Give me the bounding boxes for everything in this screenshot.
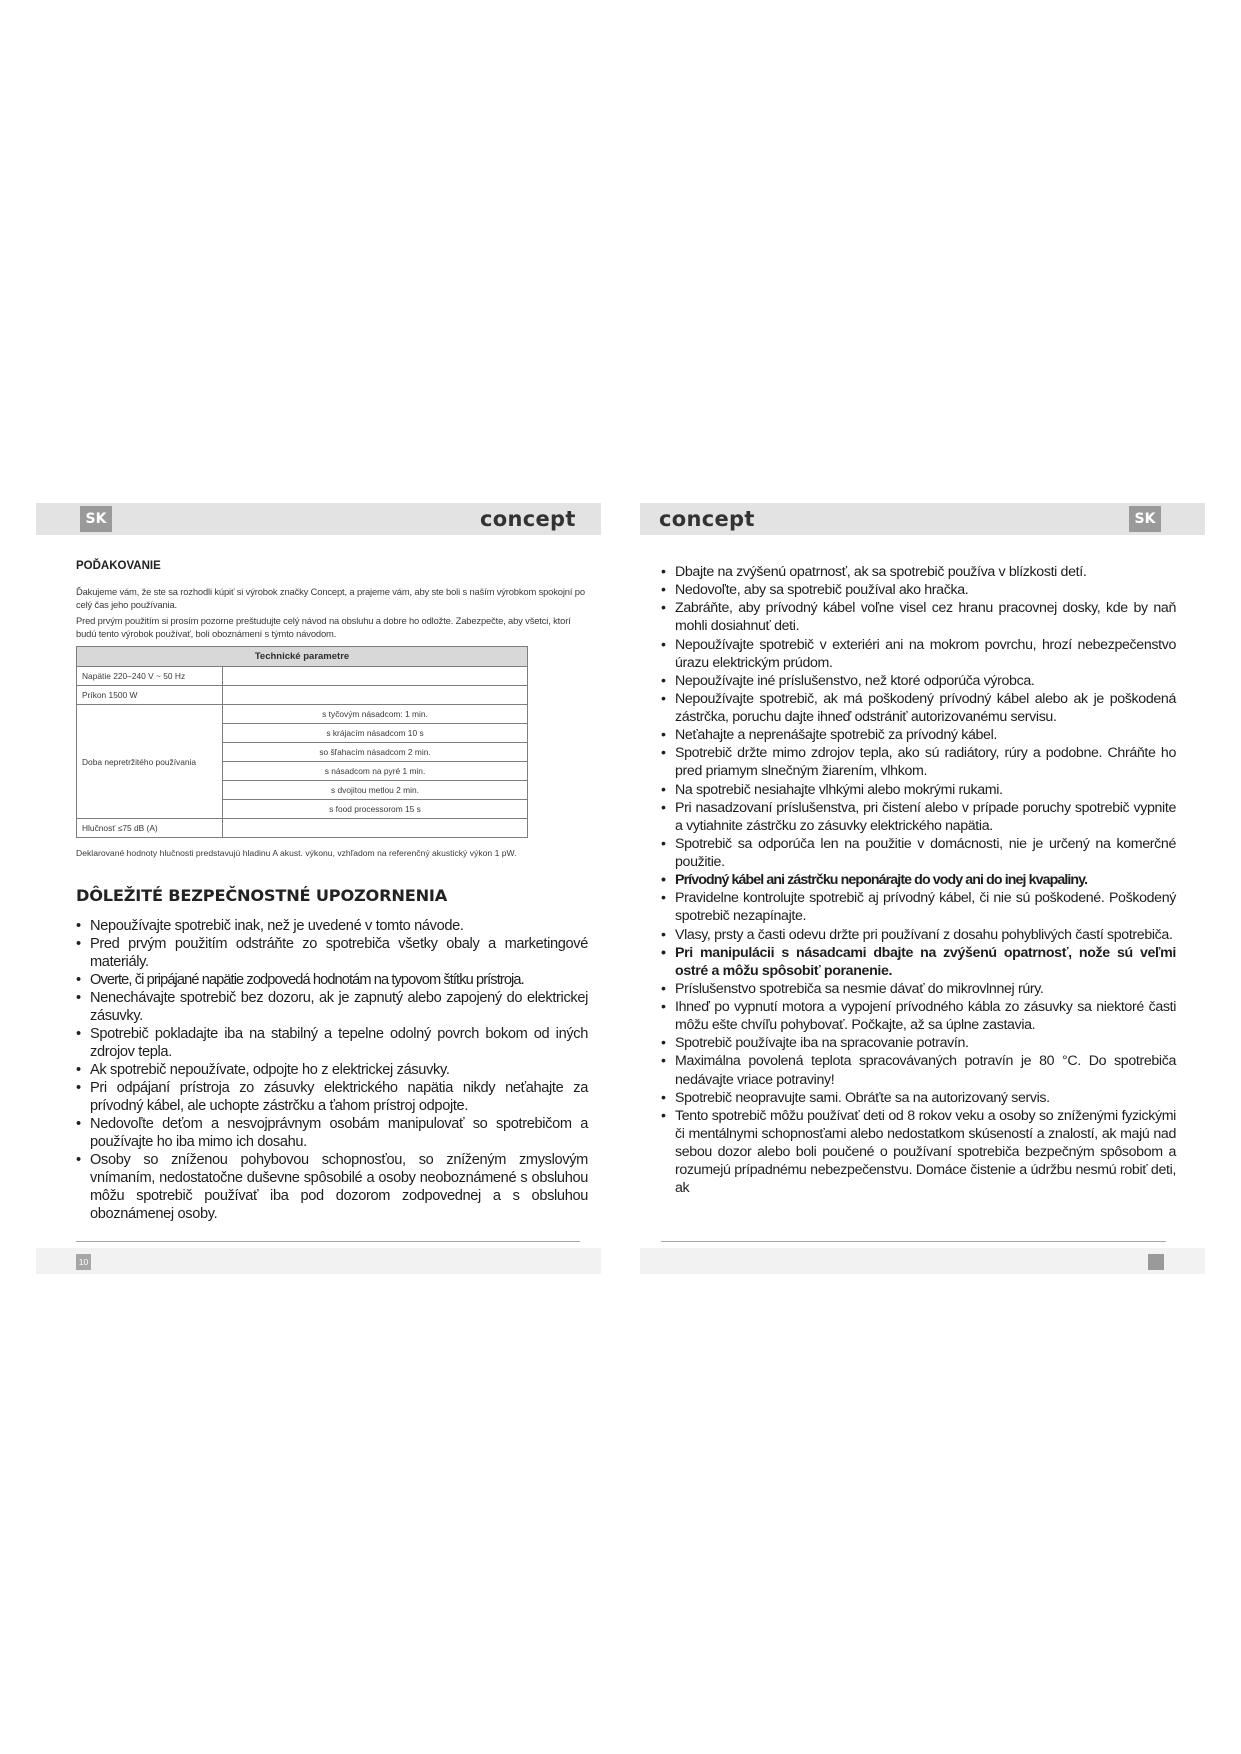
duration-value: s tyčovým násadcom: 1 min. <box>223 705 528 724</box>
power-cell: Príkon 1500 W <box>77 686 223 705</box>
list-item: • Dbajte na zvýšenú opatrnosť, ak sa spotrebič používa v blízkosti detí. <box>661 563 1176 581</box>
table-row <box>77 819 528 838</box>
list-item: • Nepoužívajte iné príslušenstvo, než ktoré odporúča výrobca. <box>661 672 1176 690</box>
list-item: • Osoby so zníženou pohybovou schopnosťou, so zníženým zmyslovým vnímaním, nedostatočne duševne spôsobilé a osoby neoboznámené s obsluhou môžu spotrebič používať iba pod dozorom zodpovednej a s obsluhou oboznámenej osoby. <box>76 1151 588 1223</box>
list-item: • Vlasy, prsty a časti odevu držte pri používaní z dosahu pohyblivých častí spotrebiča. <box>661 926 1176 944</box>
list-item: • Nepoužívajte spotrebič, ak má poškodený prívodný kábel alebo ak je poškodená zástrčka, poruchu dajte ihneď odstrániť autorizovanému servisu. <box>661 690 1176 726</box>
list-item: • Pri manipulácii s násadcami dbajte na zvýšenú opatrnosť, nože sú veľmi ostré a môžu spôsobiť poranenie. <box>661 944 1176 980</box>
duration-value: s food processorom 15 s <box>223 800 528 819</box>
table-row <box>77 686 528 705</box>
language-badge-left: SK <box>80 506 112 532</box>
instructions-paragraph: Pred prvým použitím si prosím pozorne preštudujte celý návod na obsluhu a dobre ho odložte. Zabezpečte, aby všetci, ktorí budú tento výrobok používať, boli oboznámení s týmto návodom. <box>76 615 571 639</box>
table-row <box>77 667 528 686</box>
safety-list-right <box>661 563 1176 1197</box>
page-marker <box>1148 1254 1164 1270</box>
concept-logo-left: concept <box>480 507 576 531</box>
intro-section <box>76 560 591 644</box>
safety-list-left <box>76 917 588 1223</box>
noise-note: Deklarované hodnoty hlučnosti predstavujú hladinu A akust. výkonu, vzhľadom na referenčný akustický výkon 1 pW. <box>76 848 517 858</box>
list-item: • Nenechávajte spotrebič bez dozoru, ak je zapnutý alebo zapojený do elektrickej zásuvky. <box>76 989 588 1025</box>
list-item: • Ihneď po vypnutí motora a vypojení prívodného kábla zo zásuvky sa niektoré časti môžu ešte chvíľu pohybovať. Počkajte, až sa úplne zastavia. <box>661 998 1176 1034</box>
list-item: • Príslušenstvo spotrebiča sa nesmie dávať do mikrovlnnej rúry. <box>661 980 1176 998</box>
list-item: • Na spotrebič nesiahajte vlhkými alebo mokrými rukami. <box>661 781 1176 799</box>
list-item: • Maximálna povolená teplota spracovávaných potravín je 80 °C. Do spotrebiča nedávajte vriace potraviny! <box>661 1052 1176 1088</box>
duration-value: s krájacím násadcom 10 s <box>223 724 528 743</box>
list-item: • Spotrebič sa odporúča len na použitie v domácnosti, nie je určený na komerčné použitie. <box>661 835 1176 871</box>
footer-divider-right <box>661 1241 1166 1242</box>
list-item: • Zabráňte, aby prívodný kábel voľne visel cez hranu pracovnej dosky, kde by naň mohli dosiahnuť deti. <box>661 599 1176 635</box>
list-item: • Nepoužívajte spotrebič inak, než je uvedené v tomto návode. <box>76 917 588 935</box>
list-item: • Nedovoľte deťom a nesvojprávnym osobám manipulovať so spotrebičom a používajte ho iba mimo ich dosahu. <box>76 1115 588 1151</box>
duration-label-cell: Doba nepretržitého používania <box>77 705 223 819</box>
technical-parameters-table <box>76 646 528 838</box>
list-item: • Pri odpájaní prístroja zo zásuvky elektrického napätia nikdy neťahajte za prívodný kábel, ale uchopte zástrčku a ťahom prístroj odpojte. <box>76 1079 588 1115</box>
footer-band-right <box>640 1248 1205 1274</box>
duration-value: s násadcom na pyré 1 min. <box>223 762 528 781</box>
list-item: • Neťahajte a neprenášajte spotrebič za prívodný kábel. <box>661 726 1176 744</box>
list-item: • Pred prvým použitím odstráňte zo spotrebiča všetky obaly a marketingové materiály. <box>76 935 588 971</box>
language-badge-right: SK <box>1129 506 1161 532</box>
table-row <box>77 705 528 724</box>
list-item: • Spotrebič používajte iba na spracovanie potravín. <box>661 1034 1176 1052</box>
thanks-heading: POĎAKOVANIE <box>76 560 161 572</box>
list-item: • Pravidelne kontrolujte spotrebič aj prívodný kábel, či nie sú poškodené. Poškodený spotrebič nezapínajte. <box>661 889 1176 925</box>
list-item: • Overte, či pripájané napätie zodpovedá hodnotám na typovom štítku prístroja. <box>76 971 588 989</box>
table-title: Technické parametre <box>77 647 528 667</box>
voltage-cell: Napätie 220–240 V ~ 50 Hz <box>77 667 223 686</box>
duration-value: s dvojitou metlou 2 min. <box>223 781 528 800</box>
list-item: • Tento spotrebič môžu používať deti od 8 rokov veku a osoby so zníženými fyzickými či mentálnymi schopnosťami alebo nedostatkom skúseností a znalostí, ak majú nad sebou dozor alebo boli poučené o používaní spotrebiča bezpečným spôsobom a rozumejú prípadnému nebezpečenstvu. Domáce čistenie a údržbu nesmú robiť deti, ak <box>661 1107 1176 1198</box>
list-item: • Spotrebič držte mimo zdrojov tepla, ako sú radiátory, rúry a podobne. Chráňte ho pred priamym slnečným žiarením, vlhkom. <box>661 744 1176 780</box>
concept-logo-right: concept <box>659 507 755 531</box>
footer-band-left <box>36 1248 601 1274</box>
list-item: • Pri nasadzovaní príslušenstva, pri čistení alebo v prípade poruchy spotrebič vypnite a vytiahnite zástrčku zo zásuvky elektrického napätia. <box>661 799 1176 835</box>
list-item: • Ak spotrebič nepoužívate, odpojte ho z elektrickej zásuvky. <box>76 1061 588 1079</box>
list-item: • Nepoužívajte spotrebič v exteriéri ani na mokrom povrchu, hrozí nebezpečenstvo úrazu elektrickým prúdom. <box>661 636 1176 672</box>
list-item: • Prívodný kábel ani zástrčku neponárajte do vody ani do inej kvapaliny. <box>661 871 1176 889</box>
page-number: 10 <box>76 1254 91 1270</box>
list-item: • Spotrebič neopravujte sami. Obráťte sa na autorizovaný servis. <box>661 1089 1176 1107</box>
list-item: • Nedovoľte, aby sa spotrebič používal ako hračka. <box>661 581 1176 599</box>
safety-heading: DÔLEŽITÉ BEZPEČNOSTNÉ UPOZORNENIA <box>76 886 448 905</box>
duration-value: so šľahacím násadcom 2 min. <box>223 743 528 762</box>
footer-divider-left <box>76 1241 580 1242</box>
list-item: • Spotrebič pokladajte iba na stabilný a tepelne odolný povrch bokom od iných zdrojov tepla. <box>76 1025 588 1061</box>
noise-cell: Hlučnosť ≤75 dB (A) <box>77 819 223 838</box>
thanks-paragraph: Ďakujeme vám, že ste sa rozhodli kúpiť si výrobok značky Concept, a prajeme vám, aby ste boli s naším výrobkom spokojní po celý čas jeho používania. <box>76 586 585 610</box>
